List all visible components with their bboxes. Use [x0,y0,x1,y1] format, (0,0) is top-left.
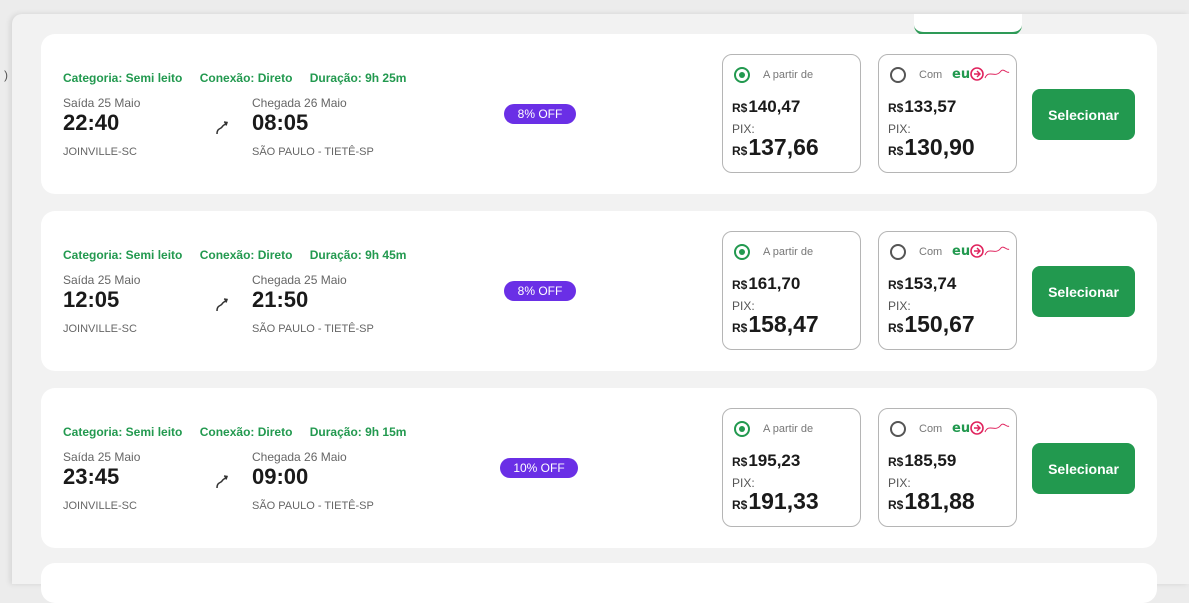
trip-card-partial [41,563,1157,603]
radio-selected-icon[interactable] [734,421,750,437]
pix-price-value: R$191,33 [732,488,819,514]
price-value: R$195,23 [732,451,801,470]
category-label: Categoria: Semi leito [63,71,183,85]
pix-label: PIX: [732,122,755,136]
arrival-city: SÃO PAULO - TIETÊ-SP [252,500,374,512]
departure-city: JOINVILLE-SC [63,500,137,512]
trip-info-row [63,248,420,262]
pix-price-value: R$137,66 [732,134,819,160]
arrival-time: 21:50 [252,287,309,312]
currency-symbol: R$ [888,278,904,292]
radio-unselected-icon[interactable] [890,421,906,437]
price-option-from[interactable] [722,408,861,527]
option-with-label: Com [919,69,943,81]
category-label: Categoria: Semi leito [63,425,183,439]
trip-info-row [63,425,420,439]
arrival-date: Chegada 26 Maio [252,450,347,464]
trip-card [41,34,1157,194]
arrival-date: Chegada 25 Maio [252,273,347,287]
departure-city: JOINVILLE-SC [63,323,137,335]
select-button[interactable]: Selecionar [1032,443,1135,494]
discount-badge: 8% OFF [504,281,576,301]
connection-label: Conexão: Direto [199,425,293,439]
trip-card [41,388,1157,548]
price-value: R$153,74 [888,274,957,293]
duration-label: Duração: 9h 45m [309,248,407,262]
discount-badge: 8% OFF [504,104,576,124]
pix-price-value: R$130,90 [888,134,975,160]
currency-symbol: R$ [888,321,904,335]
select-button[interactable]: Selecionar [1032,266,1135,317]
pix-price-value: R$150,67 [888,311,975,337]
connection-label: Conexão: Direto [199,248,293,262]
loyalty-program-logo [951,419,1011,437]
duration-label: Duração: 9h 25m [309,71,407,85]
svg-text:eu: eu [952,244,971,259]
radio-selected-icon[interactable] [734,67,750,83]
loyalty-program-logo [951,242,1011,260]
select-button[interactable]: Selecionar [1032,89,1135,140]
price-option-from[interactable] [722,231,861,350]
svg-text:eu: eu [952,67,971,82]
currency-symbol: R$ [732,321,748,335]
price-option-loyalty[interactable] [878,54,1017,173]
pix-label: PIX: [888,122,911,136]
departure-time: 22:40 [63,110,120,135]
discount-badge: 10% OFF [500,458,578,478]
option-from-label: A partir de [763,69,814,81]
price-option-from[interactable] [722,54,861,173]
currency-symbol: R$ [732,455,748,469]
departure-date: Saída 25 Maio [63,96,141,110]
trip-info-row [63,71,420,85]
price-value: R$140,47 [732,97,801,116]
currency-symbol: R$ [888,144,904,158]
radio-unselected-icon[interactable] [890,67,906,83]
pix-label: PIX: [732,476,755,490]
category-label: Categoria: Semi leito [63,248,183,262]
connection-label: Conexão: Direto [199,71,293,85]
currency-symbol: R$ [732,498,748,512]
departure-city: JOINVILLE-SC [63,146,137,158]
price-value: R$161,70 [732,274,801,293]
svg-text:eu: eu [952,421,971,436]
price-value: R$185,59 [888,451,957,470]
currency-symbol: R$ [732,144,748,158]
arrival-date: Chegada 26 Maio [252,96,347,110]
route-icon [213,473,231,491]
partial-edge-element: ) [4,68,8,82]
pix-price-value: R$181,88 [888,488,975,514]
duration-label: Duração: 9h 15m [309,425,407,439]
radio-selected-icon[interactable] [734,244,750,260]
departure-time: 12:05 [63,287,120,312]
pix-label: PIX: [888,476,911,490]
arrival-time: 08:05 [252,110,309,135]
arrival-time: 09:00 [252,464,309,489]
pix-label: PIX: [888,299,911,313]
option-from-label: A partir de [763,423,814,435]
departure-date: Saída 25 Maio [63,450,141,464]
currency-symbol: R$ [732,278,748,292]
arrival-city: SÃO PAULO - TIETÊ-SP [252,323,374,335]
route-icon [213,296,231,314]
price-option-loyalty[interactable] [878,408,1017,527]
option-with-label: Com [919,246,943,258]
pix-price-value: R$158,47 [732,311,819,337]
price-value: R$133,57 [888,97,957,116]
trip-card [41,211,1157,371]
currency-symbol: R$ [888,498,904,512]
arrival-city: SÃO PAULO - TIETÊ-SP [252,146,374,158]
loyalty-program-logo [951,65,1011,83]
currency-symbol: R$ [888,455,904,469]
option-from-label: A partir de [763,246,814,258]
currency-symbol: R$ [888,101,904,115]
price-option-loyalty[interactable] [878,231,1017,350]
route-icon [213,119,231,137]
departure-date: Saída 25 Maio [63,273,141,287]
currency-symbol: R$ [732,101,748,115]
departure-time: 23:45 [63,464,120,489]
radio-unselected-icon[interactable] [890,244,906,260]
pix-label: PIX: [732,299,755,313]
option-with-label: Com [919,423,943,435]
scrolled-button-edge[interactable] [914,14,1022,35]
